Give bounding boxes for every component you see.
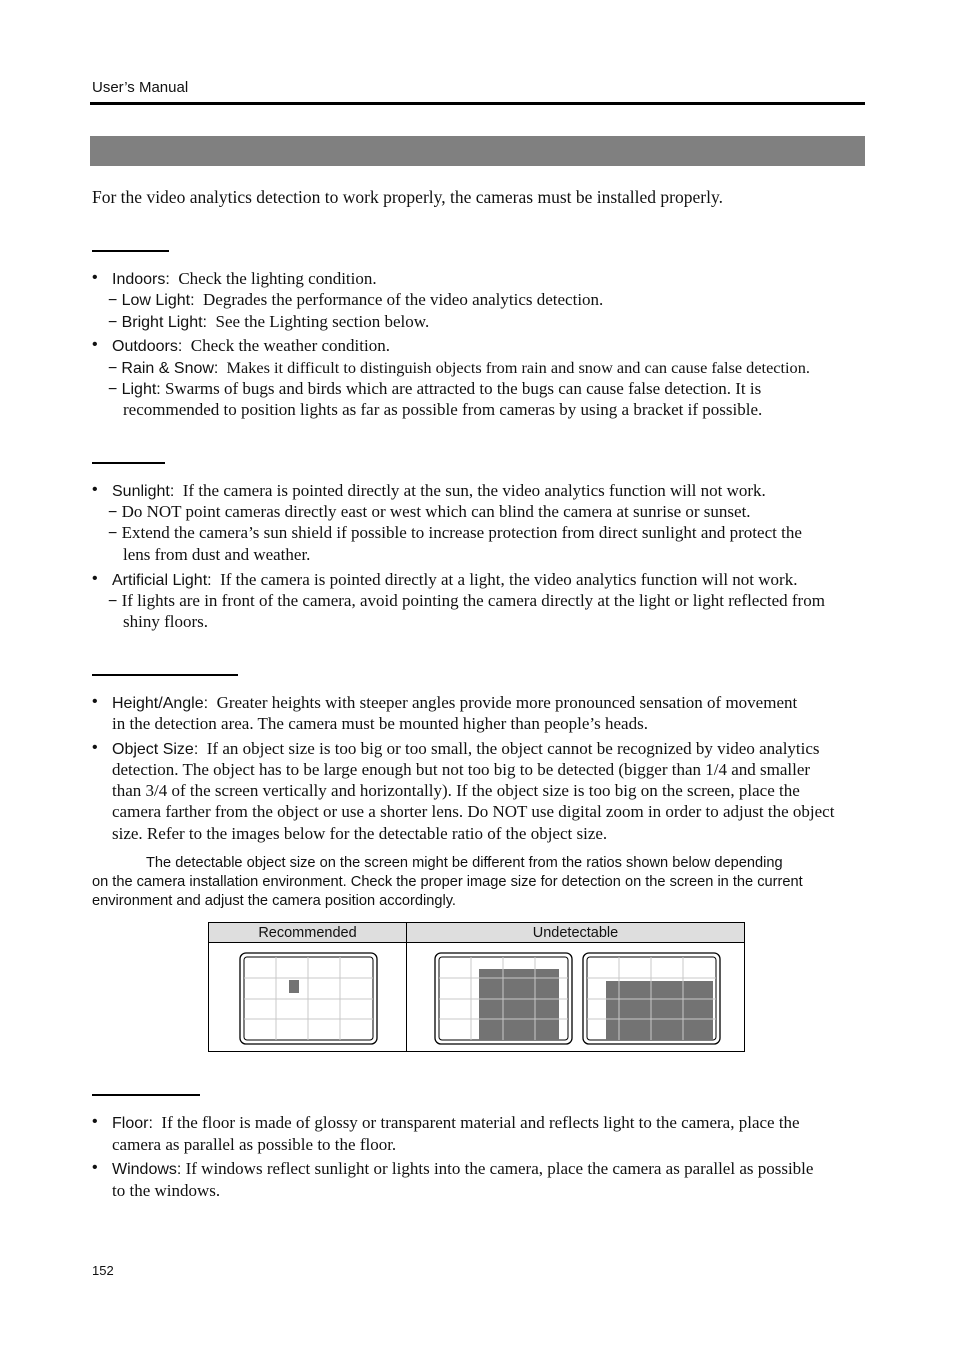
object-marker-small: [289, 980, 299, 993]
bullet-icon: •: [92, 739, 98, 756]
bullet-icon: •: [92, 693, 98, 710]
list-subitem: [108, 590, 825, 612]
list-item: [112, 1112, 800, 1134]
list-item-continuation: size. Refer to the images below for the detectable ratio of the object size.: [112, 824, 608, 843]
item-text: Greater heights with steeper angles provide more pronounced sensation of movement: [216, 693, 798, 712]
item-term: Low Light:: [121, 292, 195, 309]
list-item: [112, 480, 766, 502]
dash-icon: −: [108, 593, 118, 610]
item-text: If lights are in front of the camera, avoid pointing the camera directly at the light or light reflected from: [121, 591, 825, 610]
object-marker-large: [479, 969, 559, 1040]
item-text: Extend the camera’s sun shield if possible to increase protection from direct sunlight and protect the: [121, 523, 802, 542]
list-item: [112, 268, 377, 290]
screen-diagram-undetectable-1: [434, 952, 574, 1046]
item-term: Object Size:: [112, 741, 199, 758]
list-subitem: [108, 311, 429, 333]
dash-icon: −: [108, 314, 118, 331]
dash-icon: −: [108, 292, 118, 309]
object-marker-largest: [606, 981, 713, 1040]
bullet-icon: •: [92, 269, 98, 286]
list-item-continuation: to the windows.: [112, 1181, 221, 1200]
list-item-continuation: camera as parallel as possible to the floor.: [112, 1135, 397, 1154]
list-item: [112, 569, 797, 591]
object-size-ratio-table: [208, 922, 745, 1052]
item-term: Bright Light:: [121, 314, 207, 331]
list-item: [112, 692, 797, 714]
item-text: If an object size is too big or too small, the object cannot be recognized by video analytics: [206, 739, 820, 758]
list-item-continuation: in the detection area. The camera must be mounted higher than people’s heads.: [112, 714, 648, 733]
header-rule: [90, 102, 865, 105]
item-text: If the floor is made of glossy or transparent material and reflects light to the camera, place the: [161, 1113, 800, 1132]
list-subitem: [108, 501, 751, 523]
item-text: Do NOT point cameras directly east or west which can blind the camera at sunrise or sunset.: [121, 502, 751, 521]
bullet-icon: •: [92, 1159, 98, 1176]
list-item: [112, 1158, 813, 1180]
item-text: If the camera is pointed directly at the sun, the video analytics function will not work.: [182, 481, 766, 500]
list-item: [112, 335, 390, 357]
item-text: Degrades the performance of the video analytics detection.: [203, 290, 604, 309]
table-header-recommended: Recommended: [209, 923, 406, 943]
intro-paragraph: For the video analytics detection to work properly, the cameras must be installed properly.: [92, 187, 723, 207]
list-subitem: [108, 378, 761, 400]
dash-icon: −: [108, 525, 118, 542]
screen-diagram-recommended: [239, 952, 379, 1046]
item-term: Rain & Snow:: [121, 360, 219, 377]
item-term: Outdoors:: [112, 338, 183, 355]
list-item-continuation: camera farther from the object or use a shorter lens. Do NOT use digital zoom in order to adjust the object: [112, 802, 835, 821]
bullet-icon: •: [92, 1113, 98, 1130]
item-text: Check the lighting condition.: [178, 269, 377, 288]
page-number: 152: [92, 1263, 114, 1278]
list-item-continuation: than 3/4 of the screen vertically and horizontally). If the object size is too big on the screen, place the: [112, 781, 800, 800]
item-term: Sunlight:: [112, 483, 175, 500]
item-text: Swarms of bugs and birds which are attracted to the bugs can cause false detection. It is: [164, 379, 762, 398]
note-line: on the camera installation environment. Check the proper image size for detection on the screen in the current: [92, 874, 803, 890]
item-text: Makes it difficult to distinguish objects from rain and snow and can cause false detection.: [226, 358, 810, 377]
subheading-rule-reflection: [92, 1094, 200, 1096]
item-term: Light:: [121, 381, 161, 398]
dash-icon: −: [108, 504, 118, 521]
list-subitem-continuation: shiny floors.: [123, 612, 208, 631]
note-line: environment and adjust the camera position accordingly.: [92, 893, 456, 909]
subheading-rule-environment: [92, 250, 169, 252]
running-header: User’s Manual: [92, 79, 189, 96]
item-text: If windows reflect sunlight or lights into the camera, place the camera as parallel as possible: [185, 1159, 814, 1178]
list-subitem: [108, 357, 810, 379]
dash-icon: −: [108, 381, 118, 398]
list-subitem-continuation: lens from dust and weather.: [123, 545, 311, 564]
subheading-rule-lighting: [92, 462, 165, 464]
list-subitem: [108, 289, 603, 311]
list-subitem-continuation: recommended to position lights as far as possible from cameras by using a bracket if possible.: [123, 400, 763, 419]
subheading-rule-position: [92, 674, 238, 676]
list-item: [112, 738, 820, 760]
table-column-divider: [406, 923, 407, 1051]
list-item-continuation: detection. The object has to be large enough but not too big to be detected (bigger than 1/4 and smaller: [112, 760, 811, 779]
note-line: The detectable object size on the screen might be different from the ratios shown below depending: [146, 855, 783, 871]
bullet-icon: •: [92, 336, 98, 353]
bullet-icon: •: [92, 570, 98, 587]
item-term: Height/Angle:: [112, 695, 209, 712]
item-term: Floor:: [112, 1115, 153, 1132]
list-subitem: [108, 522, 802, 544]
screen-diagram-undetectable-2: [582, 952, 722, 1046]
item-text: Check the weather condition.: [190, 336, 390, 355]
item-term: Artificial Light:: [112, 572, 212, 589]
section-title-bar: [90, 136, 865, 166]
item-term: Windows:: [112, 1161, 182, 1178]
dash-icon: −: [108, 360, 118, 377]
item-text: If the camera is pointed directly at a light, the video analytics function will not work.: [220, 570, 798, 589]
item-term: Indoors:: [112, 271, 170, 288]
item-text: See the Lighting section below.: [215, 312, 430, 331]
bullet-icon: •: [92, 481, 98, 498]
table-header-undetectable: Undetectable: [407, 923, 744, 943]
